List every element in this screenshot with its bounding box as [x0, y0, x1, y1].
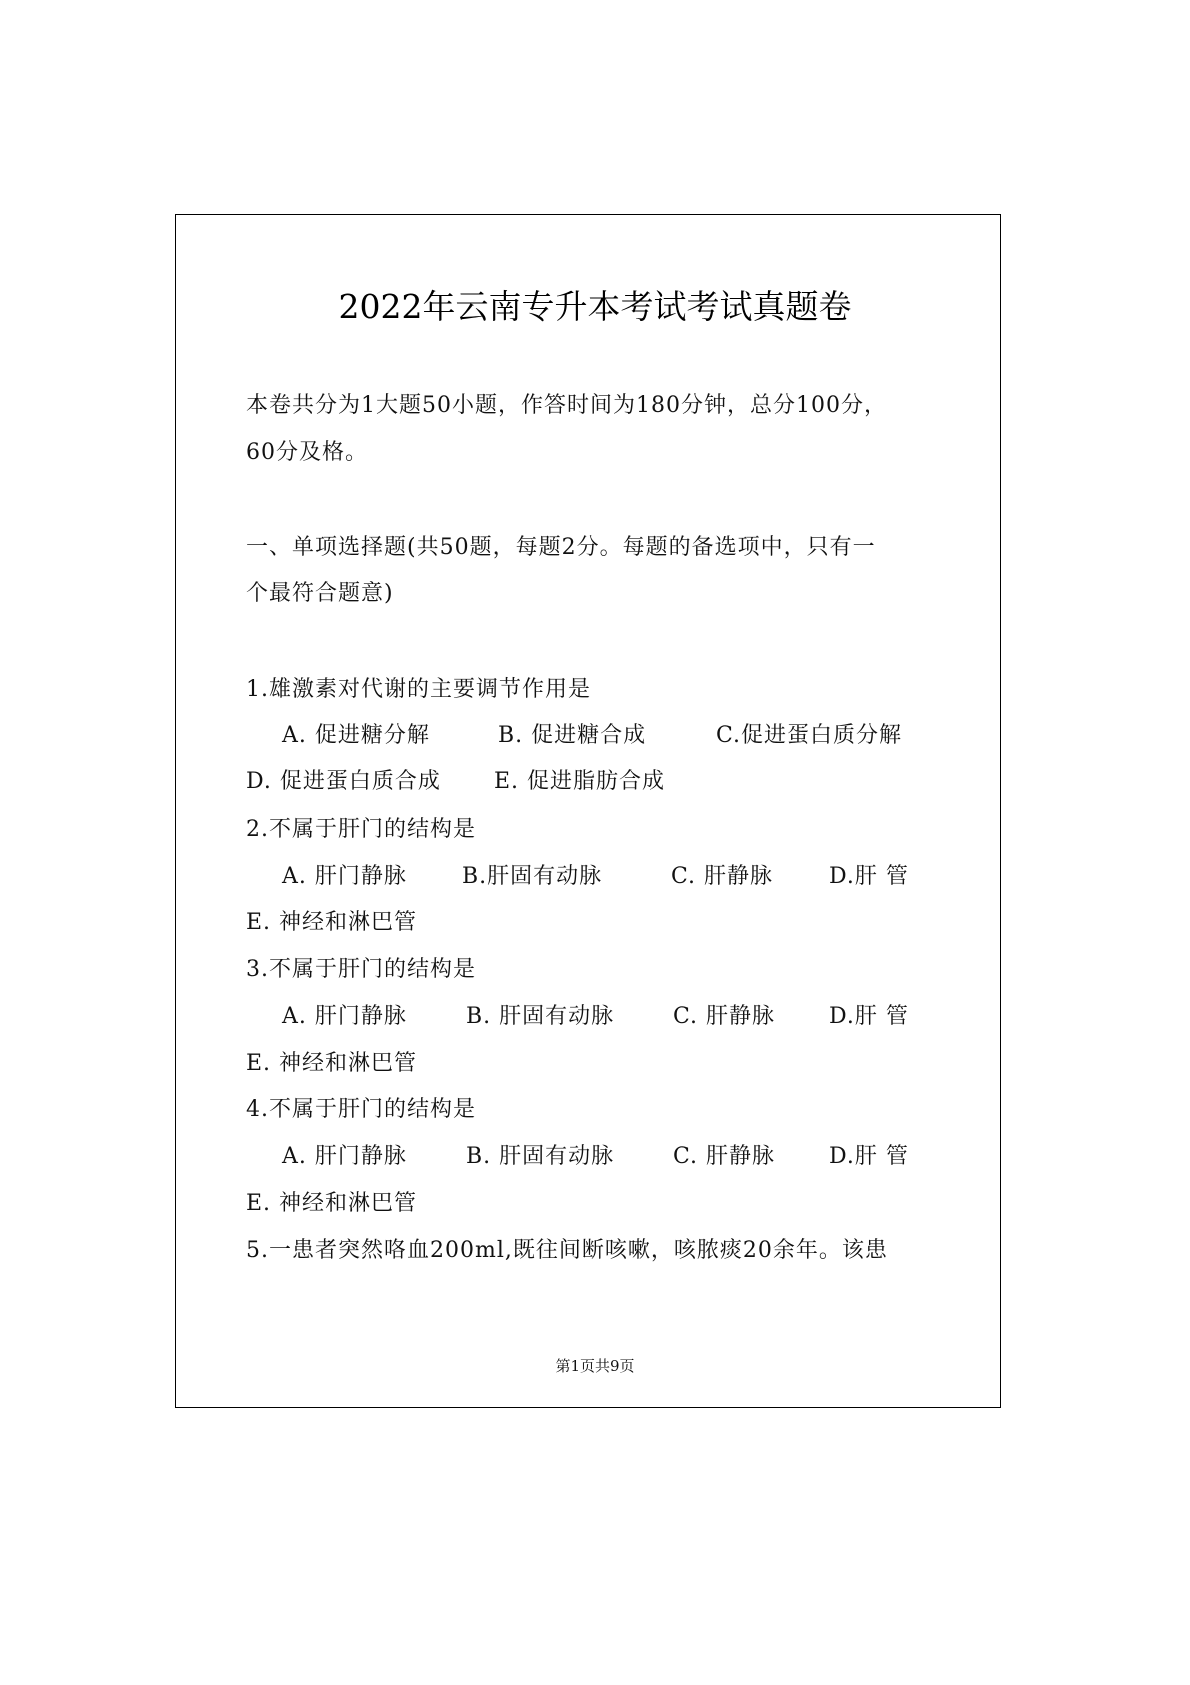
question-3-option-a: A. 肝门静脉 [282, 1004, 407, 1029]
question-2-option-c: C. 肝静脉 [671, 864, 774, 889]
question-4-option-d: D.肝 管 [829, 1144, 909, 1169]
question-1-option-c: C.促进蛋白质分解 [716, 723, 903, 748]
question-4-option-e: E. 神经和淋巴管 [246, 1191, 418, 1216]
question-2-option-d: D.肝 管 [829, 864, 909, 889]
question-1-option-a: A. 促进糖分解 [282, 723, 430, 748]
question-3-option-b: B. 肝固有动脉 [466, 1004, 615, 1029]
question-1-stem: 1.雄激素对代谢的主要调节作用是 [246, 677, 591, 702]
question-2-option-b: B.肝固有动脉 [462, 864, 603, 889]
question-3-option-c: C. 肝静脉 [673, 1004, 776, 1029]
question-2-option-a: A. 肝门静脉 [282, 864, 407, 889]
question-4-stem: 4.不属于肝门的结构是 [246, 1097, 476, 1122]
intro-line-2: 60分及格。 [246, 440, 368, 465]
question-3-option-d: D.肝 管 [829, 1004, 909, 1029]
question-2-option-e: E. 神经和淋巴管 [246, 910, 418, 935]
question-1-option-d: D. 促进蛋白质合成 [246, 769, 441, 794]
section-heading-line-2: 个最符合题意) [246, 581, 394, 606]
question-4-option-a: A. 肝门静脉 [282, 1144, 407, 1169]
page-title: 2022年云南专升本考试考试真题卷 [338, 287, 852, 326]
question-5-stem: 5.一患者突然咯血200ml,既往间断咳嗽，咳脓痰20余年。该患 [246, 1238, 888, 1263]
question-3-option-e: E. 神经和淋巴管 [246, 1051, 418, 1076]
question-1-option-e: E. 促进脂肪合成 [494, 769, 666, 794]
question-2-stem: 2.不属于肝门的结构是 [246, 817, 476, 842]
section-heading-line-1: 一、单项选择题(共50题，每题2分。每题的备选项中，只有一 [246, 535, 876, 560]
question-1-option-b: B. 促进糖合成 [498, 723, 647, 748]
question-3-stem: 3.不属于肝门的结构是 [246, 957, 476, 982]
question-4-option-b: B. 肝固有动脉 [466, 1144, 615, 1169]
page-number-footer: 第1页共9页 [555, 1357, 635, 1375]
intro-line-1: 本卷共分为1大题50小题，作答时间为180分钟，总分100分， [246, 393, 887, 418]
question-4-option-c: C. 肝静脉 [673, 1144, 776, 1169]
